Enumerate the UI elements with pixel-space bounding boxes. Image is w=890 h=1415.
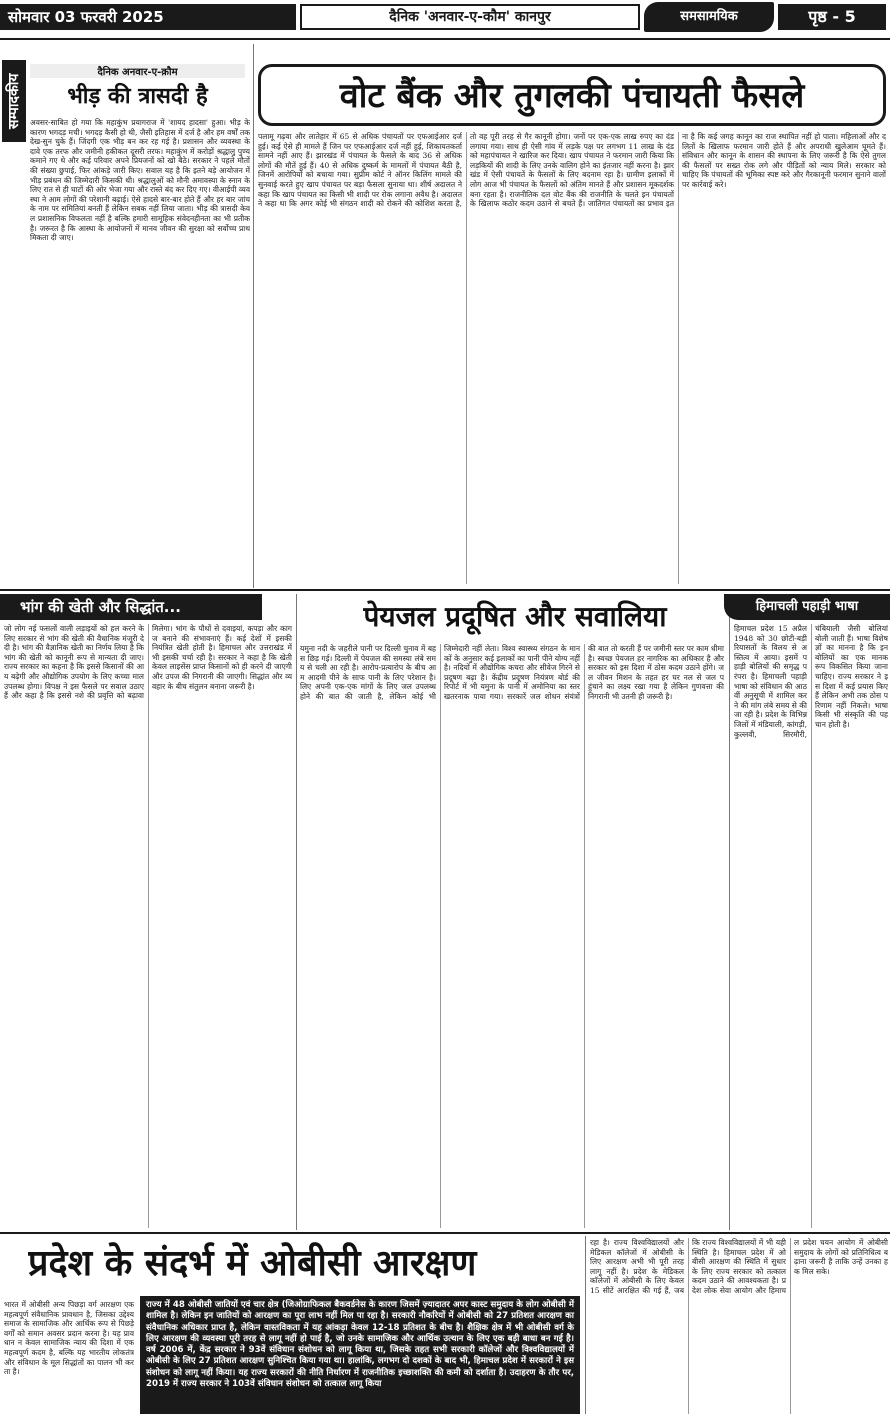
editorial-title: भीड़ की त्रासदी है (67, 84, 208, 109)
column-divider (729, 594, 730, 1230)
editorial-kicker: दैनिक अनवार-ए-क़ौम (30, 64, 245, 78)
lead-headline: वोट बैंक और तुगलकी पंचायती फैसले (339, 76, 805, 116)
himachal-body: हिमाचल प्रदेश 15 अप्रैल 1948 को 30 छोटी-बड़ी रियासतों के विलय से अस्तित्व में आया। इसमें पहाड़ी बोलियों की समृद्ध परंपरा है। हिमाचली पहाड़ी भाषा को संविधान की आठवीं अनुसूची में शामिल करने की मांग लंबे समय से की जा रही है। प्रदेश के विभिन्न जिलों में मंडियाली, कांगड़ी, कुल्लवी, सिरमौरी, चंबियाली जैसी बोलियां बोली जाती हैं। भाषा विशेषज्ञों का मानना है कि इन बोलियों का एक मानक रूप विकसित किया जाना चाहिए। राज्य सरकार ने इस दिशा में कई प्रयास किए हैं लेकिन अभी तक ठोस परिणाम नहीं निकले। भाषा किसी भी संस्कृति की पहचान होती है। (734, 624, 888, 739)
obc-deck: राज्य में 48 ओबीसी जातियों एवं चार क्षेत्र (जिओग्राफिकल बैकवर्डनेस के कारण जिसमें ज़्यादातर अपर कास्ट समुदाय के लोग ओबीसी में शामिल है। लेकिन इन जातियों को आरक्षण का पूरा लाभ नहीं मिल पा रहा है। सरकारी नौकरियों में ओबीसी को 27 प्रतिशत आरक्षण का संवैधानिक अधिकार प्राप्त है, लेकिन वास्तविकता में यह आंकड़ा केवल 12-18 प्रतिशत के बीच है। शैक्षिक क्षेत्र में भी ओबीसी वर्ग के लिए आरक्षण की व्यवस्था पूरी तरह से लागू नहीं हो पाई है, जो उनके सामाजिक और आर्थिक उत्थान के लिए एक बड़ी बाधा बन गई है। वर्ष 2006 में, केंद्र सरकार ने 93वें संविधान संशोधन को लागू किया था, जिसके तहत सभी सरकारी कॉलेजों और विश्वविद्यालयों में ओबीसी के लिए 27 प्रतिशत आरक्षण सुनिश्चित किया गया था। हालांकि, लगभग दो दशकों के बाद भी, हिमाचल प्रदेश में सरकारों ने इस संशोधन को लागू नहीं किया। यह राज्य सरकारों की नीति निर्धारण में राजनीतिक इच्छाशक्ति की कमी को दर्शाता है। उदाहरण के तौर पर, 2019 में राज्य सरकार ने 103वें संविधान संशोधन को तत्काल लागू किया (140, 1296, 580, 1414)
newspaper-name: दैनिक 'अनवार-ए-कौम' कानपुर (300, 4, 640, 30)
section-divider (0, 1232, 890, 1234)
column-divider (585, 1236, 586, 1414)
section-divider (0, 589, 890, 591)
column-divider (253, 44, 254, 588)
himachal-headline: हिमाचली पहाड़ी भाषा (724, 594, 890, 620)
editorial-vertical-label: सम्पादकीय (2, 60, 26, 142)
section-label: समसामयिक (644, 2, 774, 32)
page-number: पृष्ठ - 5 (778, 4, 886, 30)
lead-body: पलामू गढ़वा और लातेहार में 65 से अधिक पंचायतों पर एफआईआर दर्ज हुई। कई ऐसे ही मामले हैं जिन पर एफआईआर दर्ज नहीं हुई, शिकायतकर्ता सामने नहीं आए हैं। झारखंड में पंचायत के फैसले के बाद 36 से अधिक लोगों की मौतें हुई हैं। 40 से अधिक दुष्कर्म के मामलों में पंचायत बैठी है, जिनमें आरोपियों को बचाया गया। सुप्रीम कोर्ट ने ऑनर किलिंग मामले की सुनवाई करते हुए खाप पंचायत पर बड़ा फैसला सुनाया था। शीर्ष अदालत ने कहा कि खाप पंचायत का किसी भी शादी पर रोक लगाना अवैध है। अदालत ने कहा था कि अगर कोई भी संगठन शादी को रोकने की कोशिश करता है, तो वह पूरी तरह से गैर कानूनी होगा। जनों पर एक-एक लाख रुपए का दंड लगाया गया। साथ ही ऐसी गांव में लड़के पक्ष पर लगभग 11 लाख के दंड को महापंचायत ने खारिज कर दिया। खाप पंचायत ने फरमान जारी किया कि लड़कियों की शादी के लिए उनके वालिग होने का इंतजार नहीं करना है। झारखंड में ऐसी पंचायतें के फैसलों के लिए बदनाम रहा है। ग्रामीण इलाकों में लोग आज भी पंचायत के फैसलों को अंतिम मानते हैं और प्रशासन मूकदर्शक बना रहता है। राजनीतिक दल वोट बैंक की राजनीति के चलते इन पंचायतों के खिलाफ कठोर कदम उठाने से बचते हैं। जातिगत पंचायतों का प्रभाव इतना है कि कई जगह कानून का राज स्थापित नहीं हो पाता। महिलाओं और दलितों के खिलाफ फरमान जारी होते हैं और अपराधी खुलेआम घूमते हैं। संविधान और कानून के शासन की स्थापना के लिए जरूरी है कि ऐसे तुगलकी फैसलों पर सख्त रोक लगे और पीड़ितों को न्याय मिले। सरकार को चाहिए कि पंचायतों की भूमिका स्पष्ट करे और गैरकानूनी फरमान सुनाने वालों पर कार्रवाई करे। (258, 132, 886, 209)
obc-body: रहा है। राज्य विश्वविद्यालयों और मेडिकल कॉलेजों में ओबीसी के लिए आरक्षण अभी भी पूरी तरह लागू नहीं है। प्रदेश के मेडिकल कॉलेजों में ओबीसी के लिए केवल 15 सीटें आरक्षित की गई हैं, जबकि राज्य विश्वविद्यालयों में भी यही स्थिति है। हिमाचल प्रदेश में ओबीसी आरक्षण की स्थिति में सुधार के लिए राज्य सरकार को तत्काल कदम उठाने की आवश्यकता है। प्रदेश लोक सेवा आयोग और हिमाचल प्रदेश चयन आयोग में ओबीसी समुदाय के लोगों को प्रतिनिधित्व बढ़ाना जरूरी है ताकि उन्हें उनका हक मिल सके। (590, 1238, 888, 1295)
issue-date: सोमवार 03 फरवरी 2025 (0, 4, 296, 30)
obc-intro-body: भारत में ओबीसी अन्य पिछड़ा वर्ग आरक्षण एक महत्वपूर्ण संवैधानिक प्रावधान है, जिसका उद्देश्य समाज के सामाजिक और आर्थिक रूप से पिछड़े वर्गों को समान अवसर प्रदान करना है। यह प्रावधान न केवल सामाजिक न्याय की दिशा में एक महत्वपूर्ण कदम है, बल्कि यह भारतीय लोकतंत्र और संविधान के मूल सिद्धांतों का पालन भी करता है। (4, 1300, 134, 1377)
obc-headline: प्रदेश के संदर्भ में ओबीसी आरक्षण (28, 1243, 477, 1284)
masthead (0, 0, 890, 34)
masthead-divider (0, 38, 890, 40)
water-body: यमुना नदी के जहरीले पानी पर दिल्ली चुनाव में बहस छिड़ गई। दिल्ली में पेयजल की समस्या लंबे समय से चली आ रही है। आरोप-प्रत्यारोप के बीच आम आदमी पीने के साफ पानी के लिए परेशान है। लिए अपनी एक-एक मांगों के लिए जल उपलब्ध होने की बात की जाती है, लेकिन कोई भी जिम्मेदारी नहीं लेता। विश्व स्वास्थ्य संगठन के मानकों के अनुसार कई इलाकों का पानी पीने योग्य नहीं है। नदियों में औद्योगिक कचरा और सीवेज गिरने से प्रदूषण बढ़ा है। केंद्रीय प्रदूषण नियंत्रण बोर्ड की रिपोर्ट में भी यमुना के पानी में अमोनिया का स्तर खतरनाक पाया गया। सरकारें जल शोधन संयंत्रों की बात तो करती हैं पर जमीनी स्तर पर काम धीमा है। स्वच्छ पेयजल हर नागरिक का अधिकार है और सरकार को इस दिशा में ठोस कदम उठाने होंगे। जल जीवन मिशन के तहत हर घर नल से जल पहुंचाने का लक्ष्य रखा गया है लेकिन गुणवत्ता की निगरानी भी उतनी ही जरूरी है। (300, 644, 724, 701)
bhang-headline: भांग की खेती और सिद्धांत... (0, 594, 262, 620)
column-divider (296, 594, 297, 1230)
bhang-body: जो लोग नई फसलों वाली लड़ाइयों को हल करने के लिए सरकार से भांग की खेती की वैधानिक मंजूरी दे दी है। भांग की वैज्ञानिक खेती का निर्णय लिया है कि भांग की खेती को कानूनी रूप से मान्यता दी जाए। राज्य सरकार का कहना है कि इससे किसानों की आय बढ़ेगी और औद्योगिक उपयोग के लिए कच्चा माल उपलब्ध होगा। विपक्ष ने इस फैसले पर सवाल उठाए हैं और कहा है कि इससे नशे की प्रवृत्ति को बढ़ावा मिलेगा। भांग के पौधों से दवाइयां, कपड़ा और कागज बनाने की संभावनाएं हैं। कई देशों में इसकी नियंत्रित खेती होती है। हिमाचल और उत्तराखंड में भी इसकी चर्चा रही है। सरकार ने कहा है कि खेती केवल लाइसेंस प्राप्त किसानों को ही करने दी जाएगी और उपज की निगरानी की जाएगी। सिद्धांत और व्यवहार के बीच संतुलन बनाना जरूरी है। (4, 624, 292, 701)
editorial-body: अवसर-साबित हो गया कि महाकुंभ प्रयागराज में 'शायद हादसा' हुआ। भीड़ के कारण भगदड़ मची। भगदड़ कैसी हो थी, जैसी इतिहास में दर्ज है और हम वर्षों तक देख-सुन चुके हैं। जिंदगी एक भीड़ बन कर रह गई है। प्रशासन और व्यवस्था के दावे एक तरफ और जमीनी हकीकत दूसरी तरफ। महाकुंभ में करोड़ों श्रद्धालु पुण्य कमाने गए थे और कई परिवार अपने प्रियजनों को खो बैठे। सरकार ने पहले मौतों की संख्या छुपाई, फिर आंकड़े जारी किए। सवाल यह है कि इतने बड़े आयोजन में भीड़ प्रबंधन की जिम्मेदारी किसकी थी। श्रद्धालुओं को मौनी अमावस्या के स्नान के लिए रात से ही घाटों की ओर भेजा गया और रास्ते बंद कर दिए गए। वीआईपी व्यवस्था ने आम लोगों की परेशानी बढ़ाई। ऐसे हादसे बार-बार होते हैं और हर बार जांच के नाम पर समितियां बनती हैं लेकिन सबक नहीं लिया जाता। भीड़ की त्रासदी केवल प्रशासनिक विफलता नहीं है बल्कि हमारी सामूहिक संवेदनहीनता का भी प्रतीक है। जरूरत है कि आस्था के आयोजनों में मानव जीवन की सुरक्षा को सर्वोच्च प्राथमिकता दी जाए। (30, 118, 250, 243)
water-headline: पेयजल प्रदूषित और सवालिया (363, 600, 667, 633)
